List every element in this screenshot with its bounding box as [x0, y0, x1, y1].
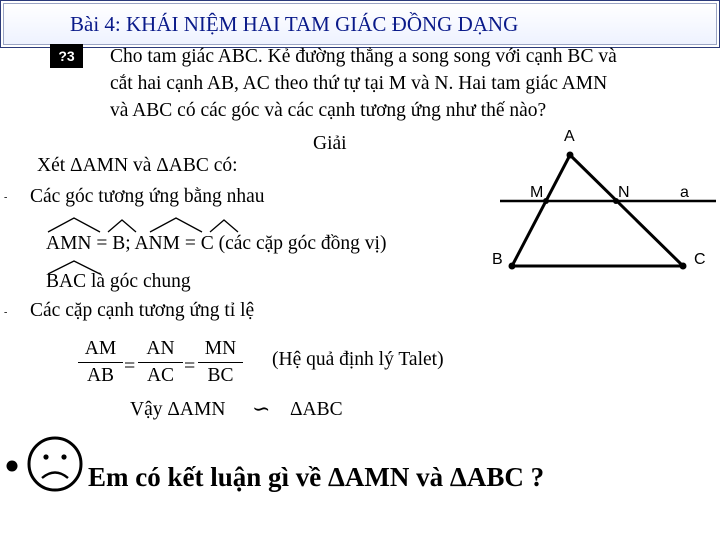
- equals-1: =: [124, 355, 136, 377]
- vay-line: Vậy ΔAMN: [130, 399, 226, 420]
- slide-title: Bài 4: KHÁI NIỆM HAI TAM GIÁC ĐỒNG DẠNG: [70, 12, 519, 36]
- bullet-2-text: Các cặp cạnh tương ứng tỉ lệ: [30, 300, 255, 321]
- side-ac: [570, 155, 683, 266]
- face-outline: [29, 438, 81, 490]
- angles-line: AMN = B; ANM = C (các cặp góc đồng vị): [46, 233, 387, 254]
- frown: [42, 473, 68, 479]
- sad-face-icon: [4, 436, 88, 496]
- fraction-numerator: AN: [138, 338, 183, 363]
- bullet-dot-icon: [7, 461, 18, 472]
- fraction-mn-bc: [198, 338, 243, 387]
- label-c: C: [694, 251, 706, 268]
- fraction-denominator: BC: [207, 365, 234, 386]
- label-m: M: [530, 184, 544, 201]
- bac-line: BAC là góc chung: [46, 271, 191, 292]
- fraction-numerator: AM: [78, 338, 123, 363]
- label-n: N: [618, 184, 630, 201]
- point-a: [567, 152, 574, 159]
- point-m: [543, 198, 549, 204]
- point-b: [509, 263, 516, 270]
- abc-right: ΔABC: [290, 399, 343, 420]
- fraction-an-ac: [138, 338, 183, 387]
- conclusion-question: Em có kết luận gì về ΔAMN và ΔABC ?: [88, 462, 545, 492]
- bullet-1-text: Các góc tương ứng bằng nhau: [30, 186, 265, 207]
- point-c: [680, 263, 687, 270]
- hat-c: [210, 220, 238, 232]
- hat-amn: [48, 218, 100, 232]
- fraction-denominator: AB: [86, 365, 115, 386]
- fraction-am-ab: [78, 338, 123, 387]
- question-line-3: và ABC có các góc và các cạnh tương ứng như thế nào?: [110, 100, 547, 121]
- bullet-marker-2: -: [4, 307, 8, 318]
- equals-2: =: [184, 355, 196, 377]
- talet-note: (Hệ quả định lý Talet): [272, 349, 444, 370]
- fraction-denominator: AC: [146, 365, 175, 386]
- hat-anm: [150, 218, 202, 232]
- question-line-1: Cho tam giác ABC. Kẻ đường thẳng a song song với cạnh BC và: [110, 46, 617, 67]
- label-line-a: a: [680, 184, 689, 201]
- xet-line: Xét ΔAMN và ΔABC có:: [37, 155, 238, 176]
- label-b: B: [492, 251, 503, 268]
- similar-symbol: ∽: [252, 396, 271, 421]
- bullet-marker-1: -: [4, 192, 8, 203]
- question-line-2: cắt hai cạnh AB, AC theo thứ tự tại M và N. Hai tam giác AMN: [110, 73, 608, 94]
- fraction-numerator: MN: [198, 338, 243, 363]
- solution-heading: Giải: [313, 133, 347, 154]
- hat-b: [108, 220, 136, 232]
- left-eye: [43, 454, 48, 459]
- triangle-figure: [486, 126, 716, 276]
- question-badge: ?3: [50, 44, 83, 68]
- label-a: A: [564, 128, 575, 145]
- side-ab: [512, 155, 570, 266]
- right-eye: [61, 454, 66, 459]
